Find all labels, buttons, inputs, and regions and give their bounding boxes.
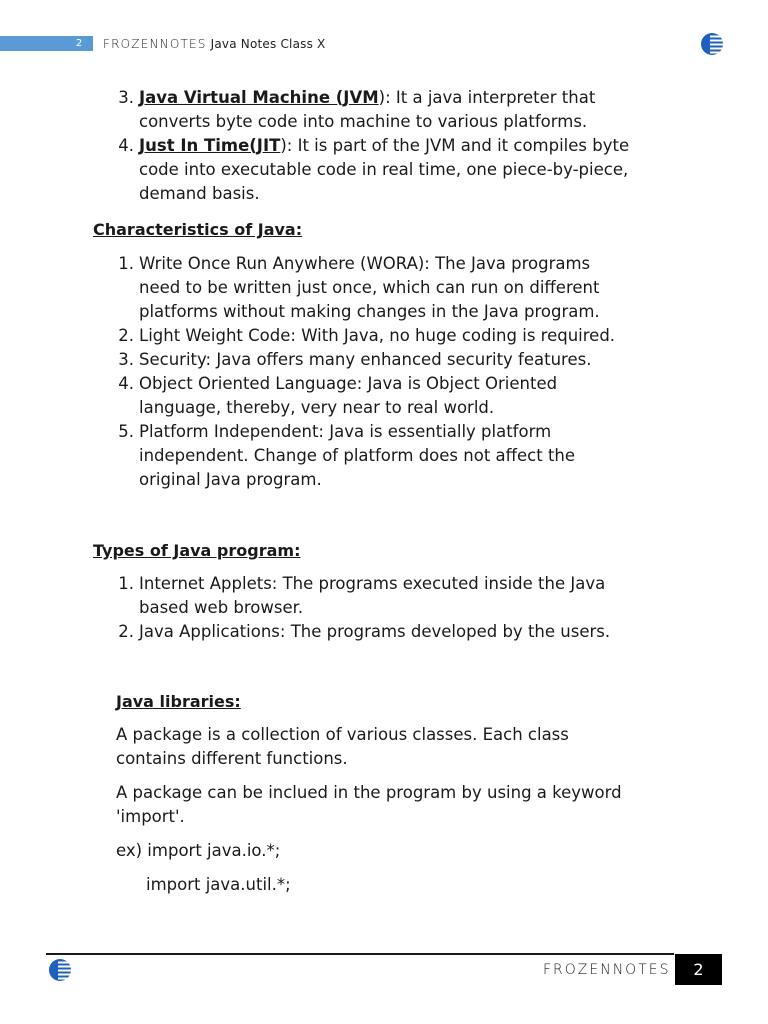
paragraph-package: A package is a collection of various classes. Each class contains different functions. xyxy=(116,725,569,768)
footer-brand: FROZENNOTES xyxy=(543,962,671,978)
list-number: 4. xyxy=(118,136,134,155)
paragraph-import: A package can be inclued in the program by using a keyword 'import'. xyxy=(116,783,622,826)
header-page-number: 2 xyxy=(75,38,83,49)
frozennotes-logo-icon xyxy=(48,958,74,982)
header-title xyxy=(103,37,325,52)
header-brand: FROZENNOTES xyxy=(103,37,207,51)
term-jvm: Java Virtual Machine (JVM xyxy=(139,88,379,107)
footer-divider xyxy=(46,953,674,955)
code-example-io: ex) import java.io.*; xyxy=(116,841,281,860)
frozennotes-logo-icon xyxy=(700,32,726,56)
term-jit: Just In Time(JIT xyxy=(139,136,281,155)
code-example-util: import java.util.*; xyxy=(146,875,291,894)
heading-characteristics: Characteristics of Java: xyxy=(93,220,303,239)
footer-page-number: 2 xyxy=(675,954,722,985)
header-doc-title: Java Notes Class X xyxy=(210,37,326,51)
heading-libraries: Java libraries: xyxy=(116,692,241,711)
heading-types: Types of Java program: xyxy=(93,541,301,560)
list-number: 3. xyxy=(118,88,134,107)
